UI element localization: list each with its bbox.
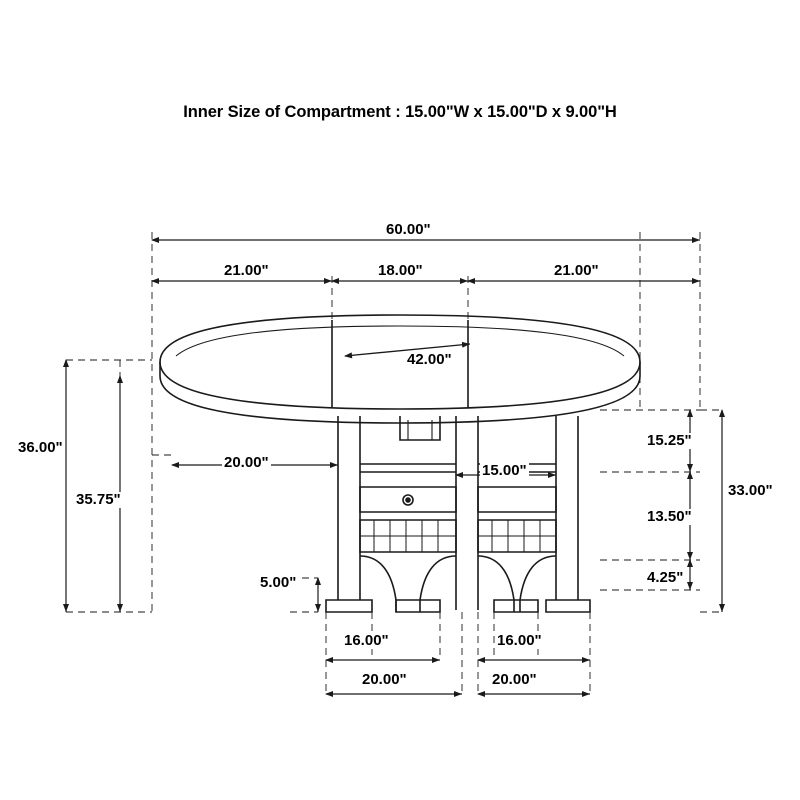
dim-height-with-leaf: 36.00" (18, 439, 63, 456)
dim-pedestal-top-width: 20.00" (224, 454, 269, 471)
dim-foot-height: 4.25" (647, 569, 684, 586)
dimension-arrows (66, 232, 722, 694)
dim-left-foot-span: 16.00" (344, 632, 389, 649)
pedestal-base (326, 416, 590, 612)
table-outline (160, 315, 640, 423)
page-title: Inner Size of Compartment : 15.00"W x 15.00"D x 9.00"H (183, 103, 617, 121)
dim-shelf-width: 15.00" (482, 462, 527, 479)
dim-base-height-total: 33.00" (728, 482, 773, 499)
dim-drawer-zone-height: 13.50" (647, 508, 692, 525)
dim-right-foot-span: 16.00" (497, 632, 542, 649)
dim-overall-width: 60.00" (386, 221, 431, 238)
dim-apron-to-shelf: 15.25" (647, 432, 692, 449)
dim-right-base-span: 20.00" (492, 671, 537, 688)
dim-center-leaf-width: 18.00" (378, 262, 423, 279)
dim-left-leaf-width: 21.00" (224, 262, 269, 279)
dim-toe-clearance: 5.00" (260, 574, 297, 591)
dim-right-leaf-width: 21.00" (554, 262, 599, 279)
dim-height-to-top: 35.75" (76, 491, 121, 508)
extension-lines (66, 232, 722, 694)
dim-table-depth: 42.00" (407, 351, 452, 368)
dim-left-base-span: 20.00" (362, 671, 407, 688)
